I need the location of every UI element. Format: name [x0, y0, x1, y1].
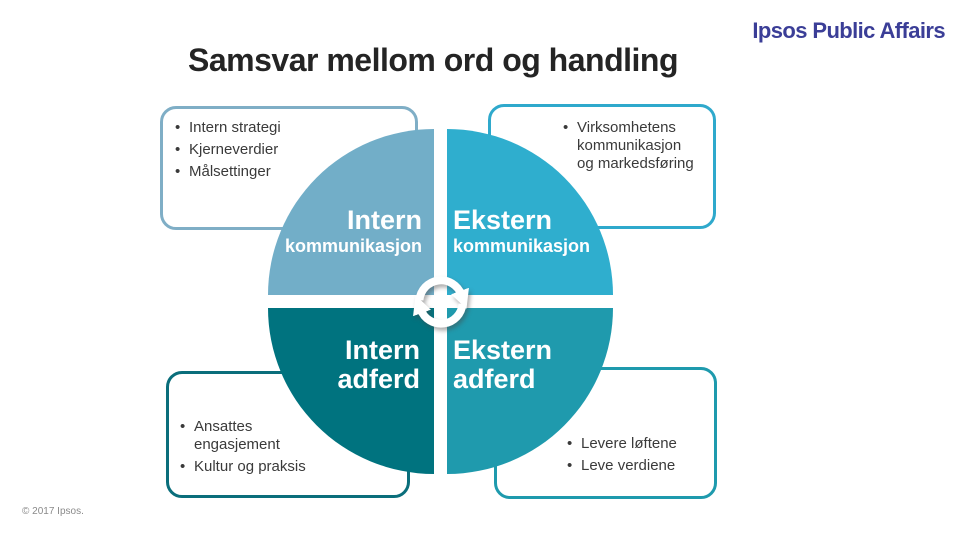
bullet-dot: • [567, 435, 573, 452]
bullet-dot: • [563, 119, 569, 136]
bullet-text: Kultur og praksis [194, 458, 306, 475]
label-line1: Intern [346, 205, 422, 235]
bullet-text: Kjerneverdier [189, 141, 279, 158]
label-line2: adferd [337, 364, 420, 394]
label-ekstern-kommunikasjon [453, 206, 590, 257]
cycle-arrows-icon [405, 266, 477, 338]
bullet-text: Leve verdiene [581, 457, 676, 474]
label-intern-kommunikasjon [285, 206, 422, 257]
bullet-dot: • [175, 141, 181, 158]
bullet-text: Virksomhetens kommunikasjon og markedsføring [577, 119, 694, 172]
bullet-dot: • [175, 119, 181, 136]
bullet-dot: • [180, 458, 186, 475]
ipsos-public-affairs-logo: Ipsos Public Affairs [752, 18, 945, 43]
bullet-text: Ansattes engasjement [194, 418, 280, 453]
label-line1: Intern [344, 335, 420, 365]
bullet-dot: • [175, 163, 181, 180]
bullet-dot: • [180, 418, 186, 435]
slide-title: Samsvar mellom ord og handling [188, 42, 678, 78]
label-line2: kommunikasjon [453, 236, 591, 256]
label-intern-adferd [337, 336, 420, 394]
label-line2: adferd [453, 364, 536, 394]
bullet-text: Målsettinger [189, 163, 271, 180]
bullet-text: Levere løftene [581, 435, 677, 452]
label-line1: Ekstern [453, 335, 553, 365]
label-line2: kommunikasjon [284, 236, 422, 256]
bullet-text: Intern strategi [189, 119, 281, 136]
bullet-dot: • [567, 457, 573, 474]
label-line1: Ekstern [453, 205, 553, 235]
label-ekstern-adferd [453, 336, 552, 394]
copyright-text: © 2017 Ipsos. [22, 506, 84, 517]
